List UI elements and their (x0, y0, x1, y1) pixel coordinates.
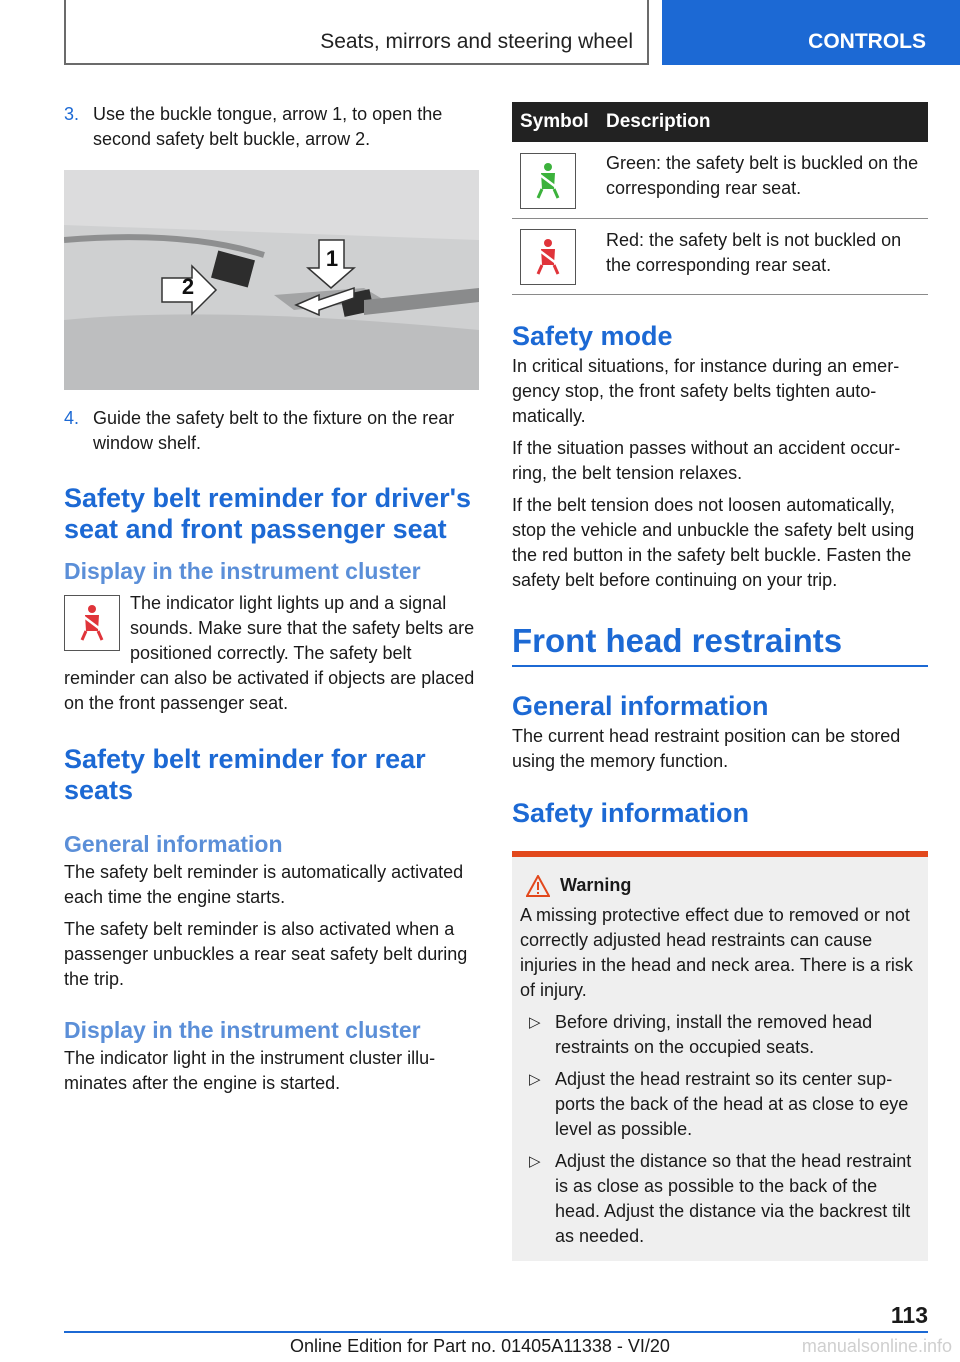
footer-rule (64, 1331, 928, 1333)
col-description-header: Description (598, 102, 928, 142)
seatbelt-red-icon (520, 229, 576, 285)
symbol-table (512, 102, 928, 295)
safety-mode-paragraph-3: If the belt tension does not loosen automatically, stop the vehicle and unbuckle the safety belt using the red button in the safety belt buckle. Fasten the safety belt before continuing on your trip. (512, 494, 915, 590)
general-paragraph-1: The safety belt reminder is automatically activated each time the engine starts. (64, 862, 464, 907)
buckle-illustration (64, 170, 479, 390)
left-column (64, 102, 478, 1096)
heading-safety-mode: Safety mode (512, 320, 673, 351)
warning-box (512, 851, 928, 1261)
footer-watermark: manualsonline.info (801, 1336, 952, 1356)
heading-head-restraints: Front head restraints (512, 621, 843, 659)
heading-rule (512, 665, 928, 667)
seat-buckle-photo (64, 170, 479, 390)
arrow-2-label: 2 (181, 274, 195, 299)
display-cluster-2-text: The indicator light in the instrument cluster illuminates after the engine is started. (64, 1048, 436, 1093)
heading-rear-reminder: Safety belt reminder for rear seats (64, 744, 426, 805)
heading-front-reminder: Safety belt reminder for driver's seat and front passenger seat (64, 483, 472, 544)
seatbelt-warning-icon (64, 595, 120, 651)
display-cluster-text-a: The indicator light lights up and a signal sounds. Make sure that the safety belts are positioned correctly. The safety belt (130, 593, 475, 663)
heading-safety-info: Safety information (512, 797, 750, 828)
bullet-triangle-icon: ▷ (529, 1013, 541, 1031)
warning-title-text: Warning (560, 875, 632, 895)
general-info-paragraph: The current head restraint position can be stored using the memory function. (512, 725, 901, 771)
step-4 (64, 406, 478, 456)
step-text: Guide the safety belt to the fixture on the rear window shelf. (93, 408, 455, 453)
table-row (512, 142, 928, 218)
heading-display-cluster: Display in the instrument cluster (64, 558, 421, 584)
heading-display-cluster-2: Display in the instrument cluster (64, 1017, 421, 1043)
seatbelt-green-icon (520, 153, 576, 209)
right-column (512, 102, 928, 1261)
general-paragraph-2: The safety belt reminder is also activated when a passenger unbuckles a rear seat safety belt during the trip. (64, 919, 468, 989)
step-text: Use the buckle tongue, arrow 1, to open the second safety belt buckle, arrow 2. (93, 104, 443, 149)
heading-general-info: General information (64, 831, 283, 857)
safety-mode-paragraph-1: In critical situations, for instance during an emergency stop, the front safety belts tighten automatically. (512, 355, 900, 426)
page-number: 113 (890, 1302, 928, 1328)
col-symbol-header: Symbol (512, 102, 598, 142)
step-number: 4. (64, 408, 80, 428)
list-item: ▷ Before driving, install the removed head restraints on the occupied seats. (529, 1011, 873, 1057)
header-chapter-box (662, 0, 960, 65)
display-cluster-text-b: reminder can also be activated if objects are placed on the front passenger seat. (64, 668, 475, 713)
row-description: Red: the safety belt is not buckled on the corresponding rear seat. (598, 218, 928, 294)
step-3 (64, 102, 478, 152)
row-description: Green: the safety belt is buckled on the corresponding rear seat. (598, 142, 928, 218)
heading-general-info-right: General information (512, 690, 769, 721)
safety-mode-paragraph-2: If the situation passes without an accident occurring, the belt tension relaxes. (512, 437, 901, 483)
table-row (512, 218, 928, 294)
list-item: ▷ Adjust the head restraint so its center supports the back of the head at as close to eye level as possible. (529, 1068, 909, 1139)
warning-text: A missing protective effect due to removed or not correctly adjusted head restraints can cause injuries in the head and neck area. There is a risk of injury. (520, 904, 913, 1000)
bullet-triangle-icon: ▷ (529, 1152, 541, 1170)
chapter-title: CONTROLS (808, 30, 926, 53)
footer-edition: Online Edition for Part no. 01405A11338 - VI/20 (290, 1336, 670, 1356)
arrow-1-label: 1 (325, 246, 339, 271)
bullet-triangle-icon: ▷ (529, 1070, 541, 1088)
header-section-box (64, 0, 649, 65)
warning-title (526, 875, 920, 897)
warning-triangle-icon (526, 875, 550, 897)
step-number: 3. (64, 104, 80, 124)
section-title: Seats, mirrors and steering wheel (320, 30, 633, 53)
list-item: ▷ Adjust the distance so that the head restraint is as close as possible to the back of the head. Adjust the distance via the backrest tilt as needed. (529, 1150, 912, 1246)
